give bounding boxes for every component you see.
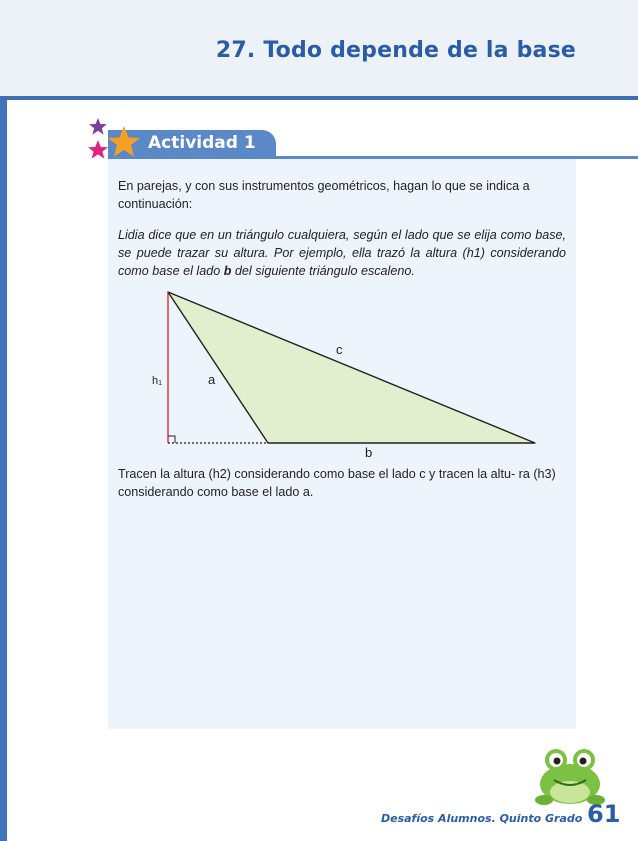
page-number: 61 <box>587 800 621 828</box>
side-a-label: a <box>208 372 216 387</box>
page-title: 27. Todo depende de la base <box>215 38 576 63</box>
scalene-triangle <box>168 292 535 443</box>
side-b-emphasis: b <box>223 264 232 278</box>
example-text-end: del siguiente triángulo escaleno. <box>231 264 415 278</box>
purple-star-icon <box>89 118 107 135</box>
side-b-label: b <box>365 445 373 460</box>
left-margin-rule <box>0 100 7 841</box>
right-angle-mark <box>168 436 175 443</box>
height-letter: h <box>152 375 159 387</box>
stars-icon <box>84 118 140 166</box>
height-h1-label <box>152 375 162 387</box>
example-text: Lidia dice que en un triángulo cualquiera, según el lado que se elija como base, se puede trazar su altura. Por ejemplo, ella trazó la altura (h1) considerando como base el lado <box>118 228 566 278</box>
frog-mascot-icon <box>530 742 610 808</box>
triangle-figure <box>140 286 550 460</box>
instructions-text: En parejas, y con sus instrumentos geométricos, hagan lo que se indica a continuación: <box>118 179 530 211</box>
orange-star-icon <box>108 126 140 157</box>
activity-underline <box>108 156 638 159</box>
task-text: Tracen la altura (h2) considerando como base el lado c y tracen la altu- ra (h3) considerando como base el lado a. <box>118 467 556 499</box>
height-subscript: 1 <box>158 380 163 387</box>
side-c-label: c <box>336 342 343 357</box>
example-paragraph <box>118 226 566 280</box>
activity-label: Actividad 1 <box>148 133 256 153</box>
pink-star-icon <box>88 140 108 159</box>
footer-book-title: Desafíos Alumnos. Quinto Grado <box>381 812 583 825</box>
